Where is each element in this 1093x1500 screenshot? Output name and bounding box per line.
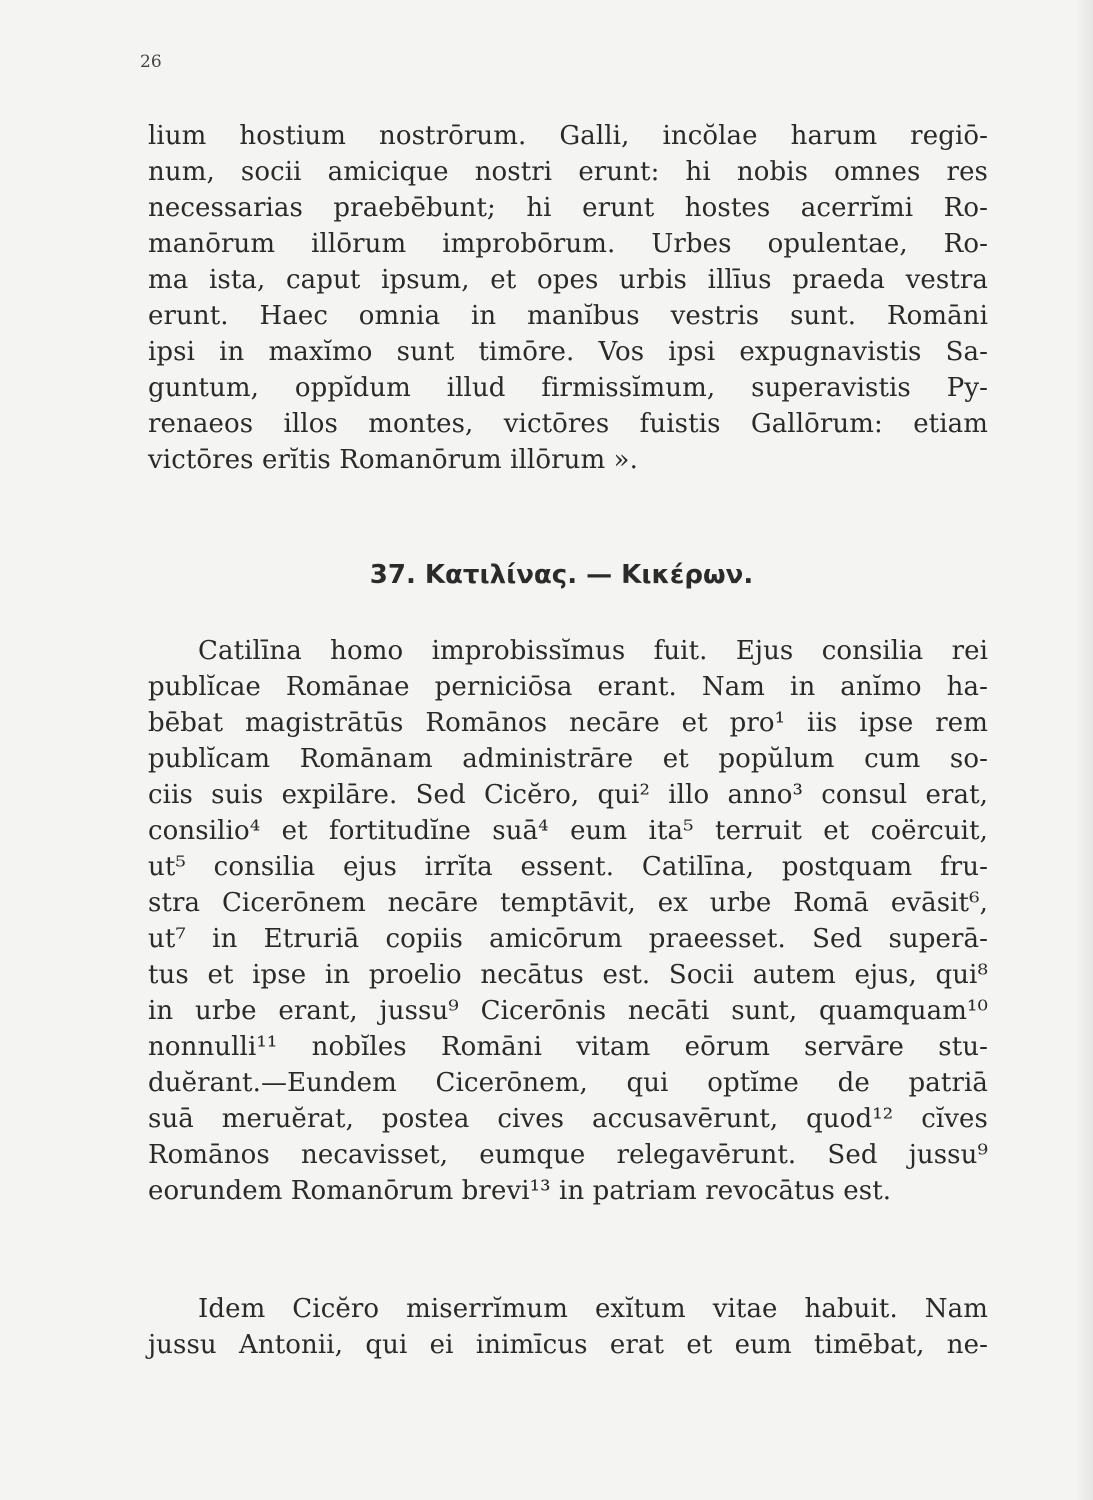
text-line: jussu Antonii, qui ei inimīcus erat et eum timēbat, ne- bbox=[148, 1330, 988, 1360]
text-line: nonnulli¹¹ nobĭles Romāni vitam eōrum servāre stu- bbox=[148, 1032, 988, 1062]
text-line: eorundem Romanōrum brevi¹³ in patriam revocātus est. bbox=[148, 1176, 892, 1206]
paragraph-last bbox=[148, 1291, 988, 1363]
section-heading: 37. Κατιλίνας. — Κικέρων. bbox=[369, 560, 754, 590]
text-line: bēbat magistrātūs Romānos necāre et pro¹ iis ipse rem bbox=[148, 708, 988, 738]
text-line: renaeos illos montes, victōres fuistis Gallōrum: etiam bbox=[148, 409, 988, 439]
text-line: consilio⁴ et fortitudĭne suā⁴ eum ita⁵ terruit et coërcuit, bbox=[148, 816, 988, 846]
text-line: duĕrant.—Eundem Cicerōnem, qui optĭme de patriā bbox=[148, 1068, 988, 1098]
paragraph-main bbox=[148, 633, 988, 1209]
text-line: ut⁷ in Etruriā copiis amicōrum praeesset. Sed superā- bbox=[148, 924, 988, 954]
text-line: necessarias praebēbunt; hi erunt hostes acerrĭmi Ro- bbox=[148, 193, 988, 223]
text-line: tus et ipse in proelio necātus est. Socii autem ejus, qui⁸ bbox=[148, 960, 988, 990]
text-line: ciis suis expilāre. Sed Cicĕro, qui² illo anno³ consul erat, bbox=[148, 780, 988, 810]
paragraph-top bbox=[148, 118, 988, 478]
text-line: stra Cicerōnem necāre temptāvit, ex urbe Romā evāsit⁶, bbox=[148, 888, 988, 918]
text-line: Idem Cicĕro miserrĭmum exĭtum vitae habuit. Nam bbox=[198, 1294, 988, 1324]
text-line: Catilīna homo improbissĭmus fuit. Ejus consilia rei bbox=[198, 636, 988, 666]
page-edge-shadow bbox=[1075, 0, 1093, 1500]
text-line: Romānos necavisset, eumque relegavērunt. Sed jussu⁹ bbox=[148, 1140, 988, 1170]
text-line: ipsi in maxĭmo sunt timōre. Vos ipsi expugnavistis Sa- bbox=[148, 337, 988, 367]
text-line: publĭcam Romānam administrāre et popŭlum cum so- bbox=[148, 744, 988, 774]
text-line: ma ista, caput ipsum, et opes urbis illīus praeda vestra bbox=[148, 265, 988, 295]
text-line: in urbe erant, jussu⁹ Cicerōnis necāti sunt, quamquam¹⁰ bbox=[148, 996, 988, 1026]
text-line: ut⁵ consilia ejus irrĭta essent. Catilīna, postquam fru- bbox=[148, 852, 988, 882]
text-line: manōrum illōrum improbōrum. Urbes opulentae, Ro- bbox=[148, 229, 988, 259]
text-line: suā meruĕrat, postea cives accusavērunt, quod¹² cĭves bbox=[148, 1104, 988, 1134]
text-line: guntum, oppĭdum illud firmissĭmum, superavistis Py- bbox=[148, 373, 988, 403]
page-number: 26 bbox=[140, 52, 162, 72]
text-line: victōres erĭtis Romanōrum illōrum ». bbox=[148, 445, 638, 475]
text-line: num, socii amicique nostri erunt: hi nobis omnes res bbox=[148, 157, 988, 187]
text-line: lium hostium nostrōrum. Galli, incŏlae harum regiō- bbox=[148, 121, 988, 151]
text-line: erunt. Haec omnia in manĭbus vestris sunt. Romāni bbox=[148, 301, 988, 331]
text-line: publĭcae Romānae perniciōsa erant. Nam in anĭmo ha- bbox=[148, 672, 988, 702]
